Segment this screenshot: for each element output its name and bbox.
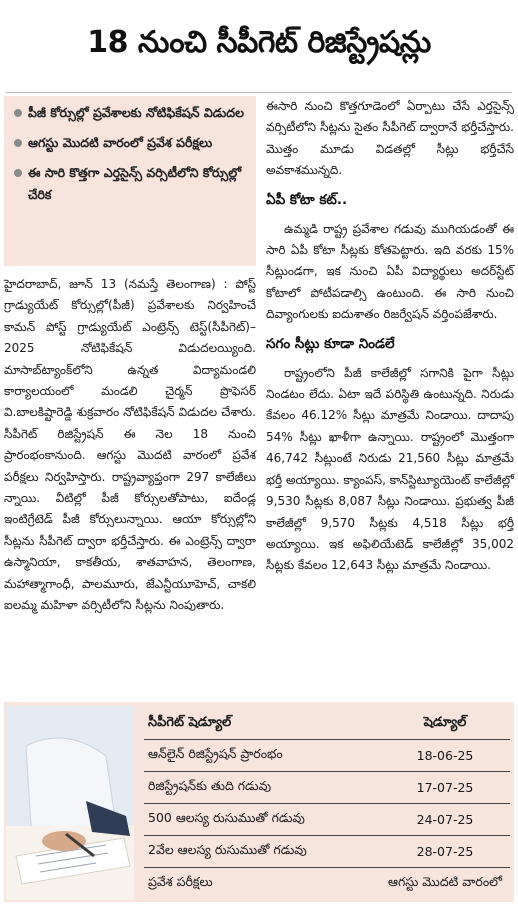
schedule-date: 18-06-25 [416, 748, 474, 763]
schedule-date: ఆగస్టు మొదటి వారంలో [387, 874, 503, 889]
bullet-icon [14, 169, 22, 177]
highlight-text: ఆగస్టు మొదటి వారంలో ప్రవేశ పరీక్షలు [28, 135, 213, 150]
right-column [266, 96, 514, 577]
schedule-row [144, 772, 510, 804]
schedule-event: రిజిస్ట్రేషన్‌కు తుది గడువు [148, 778, 272, 793]
exam-photo-illustration [6, 706, 134, 900]
schedule-row [144, 804, 510, 836]
schedule-event: 500 ఆలస్య రుసుముతో గడువు [148, 810, 305, 825]
headline: 18 నుంచి సీపీగెట్ రిజిస్ట్రేషన్లు [87, 25, 431, 60]
right-intro-text: ఈసారి నుంచి కొత్తగూడెంలో ఏర్పాటు చేసే ఎర్తసైన్స్ వర్సిటీలోని సీట్లను సైతం సీపీగెట్ ద్వారానే భర్తీచేస్తారు. మొత్తం మూడు విడతల్లో సీట్లు భర్తీచేసే అవకాశమున్నది. [266, 99, 514, 178]
schedule-row [144, 836, 510, 868]
schedule-date: 24-07-25 [416, 812, 474, 827]
schedule-event: ప్రవేశ పరీక్షలు [148, 874, 213, 889]
schedule-table [144, 708, 510, 899]
left-column [4, 96, 256, 617]
highlight-text: ఈ సారి కొత్తగా ఎర్తసైన్స్ వర్సిటీలోని కోర్సుల్లో చేరిక [28, 165, 242, 202]
section2-title: సగం సీట్లు కూడా నిండలే [266, 335, 395, 352]
schedule-row [144, 868, 510, 899]
highlight-text: పీజీ కోర్సుల్లో ప్రవేశాలకు నోటిఫికేషన్ విడుదల [28, 105, 244, 120]
highlight-item [14, 162, 248, 206]
schedule-row [144, 740, 510, 772]
schedule-event: ఆన్‌లైన్ రిజిస్ట్రేషన్ ప్రారంభం [148, 746, 283, 761]
schedule-header-left: సీపీగెట్ షెడ్యూల్ [148, 714, 232, 730]
highlight-item [14, 102, 248, 124]
bullet-icon [14, 139, 22, 147]
exam-photo [6, 706, 134, 900]
schedule-box [4, 702, 514, 902]
highlight-item [14, 132, 248, 154]
headline-rule [6, 92, 512, 93]
schedule-header-row [144, 708, 510, 740]
highlights-box [4, 96, 256, 266]
schedule-event: 2వేల ఆలస్య రుసుముతో గడువు [148, 842, 307, 857]
section2-body: రాష్ట్రంలోని పీజీ కాలేజీల్లో సగానికి పైగా సీట్లు నిండటం లేదు. ఏటా ఇదే పరిస్థితి ఉంటున్నది. నిరుడు కేవలం 46.12% సీట్లు మాత్రమే నిండాయి. దాదాపు 54% సీట్లు ఖాళీగా ఉన్నాయి. రాష్ట్రంలో మొత్తంగా 46,742 సీట్లుంటే నిరుడు 21,560 సీట్లు మాత్రమే భర్తీ అయ్యాయి. క్యాంపస్, కాన్‌స్టిట్యూయెంట్ కాలేజీల్లో 9,530 సీట్లకు 8,087 సీట్లు నిండాయి. ప్రభుత్వ పీజీ కాలేజీల్లో 9,570 సీట్లకు 4,518 సీట్లు భర్తీ అయ్యాయి. ఇక అఫిలియేటెడ్ కాలేజీల్లో 35,002 సీట్లకు కేవలం 12,643 సీట్లు మాత్రమే నిండాయి. [266, 365, 514, 573]
schedule-header-right: షెడ్యూల్ [423, 714, 467, 730]
schedule-date: 28-07-25 [416, 844, 474, 859]
bullet-icon [14, 109, 22, 117]
left-body-text: హైదరాబాద్, జూన్ 13 (నమస్తే తెలంగాణ) : పోస్ట్ గ్రాడ్యుయేట్ కోర్సుల్లో(పీజీ) ప్రవేశాలకు నిర్వహించే కామన్ పోస్ట్ గ్రాడ్యుయేట్ ఎంట్రెన్స్ టెస్ట్(సీపీగెట్)–2025 నోటిఫికేషన్ విడుదలయ్యింది. మాసాబ్‌ట్యాంక్‌లోని ఉన్నత విద్యామండలి కార్యాలయంలో మండలి చైర్మన్ ప్రొఫెసర్ వి.బాలకిష్టారెడ్డి శుక్రవారం నోటిఫికేషన్ విడుదల చేశారు. సీపీగెట్ రిజిస్ట్రేషన్ ఈ నెల 18 నుంచి ప్రారంభంకానుంది. ఆగస్టు మొదటి వారంలో ప్రవేశ పరీక్షలు నిర్వహిస్తారు. రాష్ట్రవ్యాప్తంగా 297 కాలేజీలు న్నాయి. వీటిల్లో పీజీ కోర్సులతోపాటు, ఐదేండ్ల ఇంటిగ్రేటెడ్ పీజీ కోర్సులున్నాయి. ఆయా కోర్సుల్లోని సీట్లను సీపీగెట్ ద్వారా భర్తీచేస్తారు. ఈ ఎంట్రెన్స్ ద్వారా ఉస్మానియా, కాకతీయ, శాతవాహన, తెలంగాణ, మహాత్మాగాంధీ, పాలమూరు, జేఎన్టీయూహెచ్, చాకలి ఐలమ్మ మహిళా వర్సిటీలోని సీట్లను నింపుతారు. [4, 277, 256, 613]
schedule-date: 17-07-25 [416, 780, 474, 795]
section1-title: ఏపీ కోటా కట్.. [266, 191, 348, 208]
section1-body: ఉమ్మడి రాష్ట్ర ప్రవేశాల గడువు ముగియడంతో ఈ సారి ఏపీ కోటా సీట్లకు కోతపెట్టారు. ఇది వరకు 15% సీట్లుండగా, ఇక నుంచి ఏపీ విద్యార్థులు అదర్‌స్టేట్ కోటాలో పోటీపడాల్సి ఉంటుంది. ఈ సారి నుంచి దివ్యాంగులకు ఐదుశాతం రిజర్వేషన్ వర్తింపజేశారు. [266, 221, 514, 322]
